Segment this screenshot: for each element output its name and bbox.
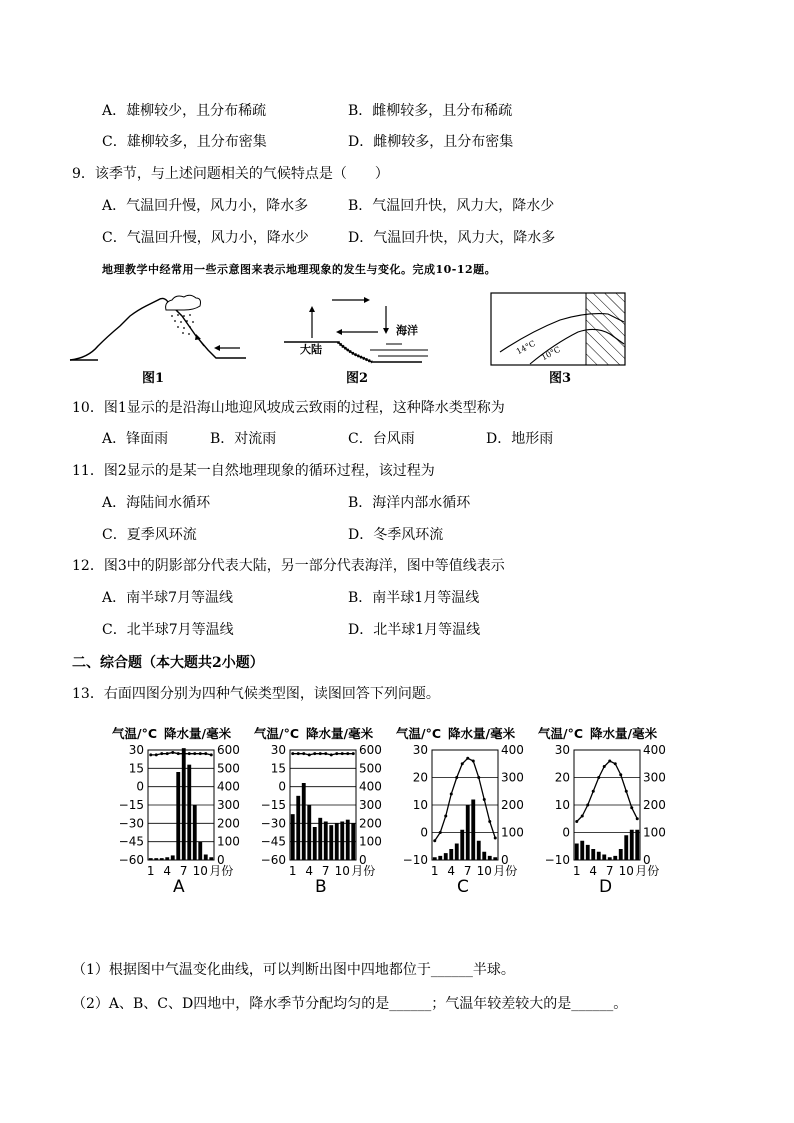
temp-tick-label: 0 xyxy=(420,825,428,840)
precip-bar xyxy=(575,844,579,861)
month-tick-label: 4 xyxy=(305,864,314,878)
precip-bar xyxy=(580,841,584,860)
precip-bar xyxy=(187,765,191,860)
precip-tick-label: 100 xyxy=(217,834,240,849)
precip-bar xyxy=(307,805,311,860)
q11-option-b: B．海洋内部水循环 xyxy=(348,495,471,511)
precip-bar xyxy=(296,796,300,860)
section-2-title: 二、综合题（本大题共2小题） xyxy=(72,655,264,671)
chart-letter: D xyxy=(599,877,613,892)
precip-tick-label: 400 xyxy=(501,743,524,757)
precip-bar xyxy=(433,857,437,860)
precip-bar xyxy=(630,830,634,860)
figure-2-caption: 图2 xyxy=(346,371,369,386)
precip-bar xyxy=(160,858,164,860)
temperature-point xyxy=(291,752,294,755)
precip-bar xyxy=(318,818,322,860)
q12-option-d: D．北半球1月等温线 xyxy=(348,622,481,638)
temperature-point xyxy=(444,815,447,818)
temperature-point xyxy=(149,753,152,756)
temp-tick-label: 30 xyxy=(412,743,428,757)
precip-bar xyxy=(198,842,202,860)
precip-tick-label: 500 xyxy=(359,761,382,776)
left-axis-label: 气温/°C xyxy=(538,726,583,741)
precip-bar xyxy=(302,783,306,860)
temperature-point xyxy=(614,762,617,765)
precip-bar xyxy=(346,820,350,860)
temperature-point xyxy=(313,752,316,755)
temperature-point xyxy=(171,751,174,754)
temp-tick-label: 30 xyxy=(128,743,144,757)
temperature-point xyxy=(341,752,344,755)
chart-letter: B xyxy=(315,877,327,892)
temperature-point xyxy=(472,760,475,763)
precip-bar xyxy=(335,823,339,860)
temp-tick-label: −30 xyxy=(118,816,144,831)
precip-bar xyxy=(471,800,475,861)
temp-tick-label: 20 xyxy=(412,770,428,785)
temperature-point xyxy=(177,752,180,755)
precip-bar xyxy=(204,855,208,861)
q10-stem: 10．图1显示的是沿海山地迎风坡成云致雨的过程，这种降水类型称为 xyxy=(72,400,505,416)
right-axis-label: 降水量/毫米 xyxy=(164,726,232,741)
temperature-point xyxy=(477,776,480,779)
temp-tick-label: −10 xyxy=(544,853,570,867)
q12-option-a: A．南半球7月等温线 xyxy=(102,590,234,606)
x-axis-label: 月份 xyxy=(209,864,234,878)
temp-tick-label: −15 xyxy=(260,798,286,812)
figures-intro: 地理教学中经常用一些示意图来表示地理现象的发生与变化。完成10-12题。 xyxy=(102,263,497,276)
temperature-point xyxy=(352,752,355,755)
month-tick-label: 4 xyxy=(589,864,598,878)
precip-bar xyxy=(209,857,213,860)
temperature-line xyxy=(293,754,354,755)
q8-option-c: C．雄柳较多，且分布密集 xyxy=(102,134,267,150)
month-tick-label: 10 xyxy=(334,864,350,878)
q11-option-c: C．夏季风环流 xyxy=(102,527,197,543)
temperature-point xyxy=(575,820,578,823)
temperature-point xyxy=(160,752,163,755)
temperature-point xyxy=(586,804,589,807)
climate-chart-c xyxy=(396,722,542,892)
temperature-line xyxy=(435,758,496,841)
temp-tick-label: 10 xyxy=(412,798,428,812)
q11-option-d: D．冬季风环流 xyxy=(348,527,444,543)
q10-option-d: D．地形雨 xyxy=(486,431,554,447)
precip-bar xyxy=(444,853,448,860)
precip-bar xyxy=(488,856,492,860)
temp-tick-label: 30 xyxy=(270,743,286,757)
precip-tick-label: 600 xyxy=(217,743,240,757)
precip-bar xyxy=(449,849,453,860)
q8-option-a: A．雄柳较少，且分布稀疏 xyxy=(102,103,267,119)
q9-stem: 9．该季节，与上述问题相关的气候特点是（ ） xyxy=(72,166,389,182)
precip-tick-label: 100 xyxy=(643,825,666,840)
precip-tick-label: 0 xyxy=(359,853,367,867)
figure-1-caption: 图1 xyxy=(142,371,165,386)
temperature-point xyxy=(592,790,595,793)
q10-option-c: C．台风雨 xyxy=(348,431,415,447)
temperature-point xyxy=(204,752,207,755)
figure-3-isotherm-10: 10°C xyxy=(539,344,563,363)
temp-tick-label: −30 xyxy=(260,816,286,831)
precip-bar xyxy=(591,849,595,860)
temperature-point xyxy=(346,752,349,755)
temp-tick-label: 15 xyxy=(128,761,144,776)
temperature-point xyxy=(210,753,213,756)
temperature-point xyxy=(308,753,311,756)
temperature-point xyxy=(619,773,622,776)
left-axis-label: 气温/°C xyxy=(112,726,157,741)
temperature-point xyxy=(466,757,469,760)
precip-bar xyxy=(171,855,175,860)
precip-tick-label: 400 xyxy=(643,743,666,757)
chart-letter: A xyxy=(173,877,185,892)
temp-tick-label: 15 xyxy=(270,761,286,776)
precip-bar xyxy=(586,845,590,860)
precip-bar xyxy=(493,857,497,860)
right-axis-label: 降水量/毫米 xyxy=(306,726,374,741)
temperature-point xyxy=(608,760,611,763)
right-axis-label: 降水量/毫米 xyxy=(448,726,516,741)
figure-3-isotherm-14: 14°C xyxy=(514,338,538,357)
precip-bar xyxy=(329,825,333,860)
precip-tick-label: 100 xyxy=(501,825,524,840)
temp-tick-label: −45 xyxy=(118,834,144,849)
temp-tick-label: 0 xyxy=(136,779,144,794)
precip-tick-label: 300 xyxy=(643,770,666,785)
precip-bar xyxy=(149,858,153,860)
precip-bar xyxy=(455,844,459,861)
precip-tick-label: 200 xyxy=(501,798,524,812)
precip-bar xyxy=(608,857,612,860)
temperature-line xyxy=(151,752,212,754)
precip-bar xyxy=(193,805,197,860)
temperature-point xyxy=(625,790,628,793)
temperature-point xyxy=(302,752,305,755)
precip-bar xyxy=(313,827,317,860)
month-tick-label: 7 xyxy=(179,864,188,878)
temperature-point xyxy=(603,765,606,768)
precip-bar xyxy=(477,841,481,860)
temperature-line xyxy=(577,761,638,822)
q11-stem: 11．图2显示的是某一自然地理现象的循环过程，该过程为 xyxy=(72,463,435,479)
temp-tick-label: −45 xyxy=(260,834,286,849)
temperature-point xyxy=(319,752,322,755)
precip-bar xyxy=(482,852,486,860)
chart-letter: C xyxy=(457,877,469,892)
figure-2-sea-label: 海洋 xyxy=(396,324,418,337)
precip-tick-label: 400 xyxy=(359,779,382,794)
month-tick-label: 7 xyxy=(321,864,330,878)
precip-bar xyxy=(613,856,617,860)
month-tick-label: 4 xyxy=(447,864,456,878)
precip-tick-label: 0 xyxy=(217,853,225,867)
temperature-point xyxy=(335,752,338,755)
temperature-point xyxy=(488,820,491,823)
precip-bar xyxy=(340,822,344,861)
month-tick-label: 10 xyxy=(192,864,208,878)
temperature-point xyxy=(182,752,185,755)
q8-option-d: D．雌柳较多，且分布密集 xyxy=(348,134,514,150)
month-tick-label: 1 xyxy=(288,864,297,878)
figure-3-caption: 图3 xyxy=(549,371,572,386)
x-axis-label: 月份 xyxy=(351,864,376,878)
precip-bar xyxy=(466,805,470,860)
temp-tick-label: 30 xyxy=(554,743,570,757)
precip-bar xyxy=(597,852,601,860)
month-tick-label: 7 xyxy=(463,864,472,878)
temp-tick-label: −60 xyxy=(118,853,144,867)
temperature-point xyxy=(461,762,464,765)
precip-tick-label: 0 xyxy=(643,853,651,867)
figure-2-land-label: 大陆 xyxy=(300,343,322,356)
left-axis-label: 气温/°C xyxy=(254,726,299,741)
temperature-point xyxy=(155,753,158,756)
temperature-point xyxy=(166,752,169,755)
precip-tick-label: 0 xyxy=(501,853,509,867)
month-tick-label: 10 xyxy=(618,864,634,878)
precip-bar xyxy=(602,855,606,861)
temperature-point xyxy=(494,837,497,840)
q9-option-c: C．气温回升慢，风力小，降水少 xyxy=(102,230,309,246)
temp-tick-label: −15 xyxy=(118,798,144,812)
temp-tick-label: 0 xyxy=(278,779,286,794)
precip-bar xyxy=(438,856,442,860)
temp-tick-label: 0 xyxy=(562,825,570,840)
month-tick-label: 1 xyxy=(572,864,581,878)
precip-bar xyxy=(165,857,169,860)
precip-tick-label: 100 xyxy=(359,834,382,849)
month-tick-label: 10 xyxy=(476,864,492,878)
temperature-point xyxy=(630,806,633,809)
temperature-point xyxy=(188,752,191,755)
temperature-point xyxy=(636,817,639,820)
temperature-point xyxy=(597,776,600,779)
temperature-point xyxy=(455,776,458,779)
precip-tick-label: 300 xyxy=(217,798,240,812)
precip-tick-label: 200 xyxy=(217,816,240,831)
x-axis-label: 月份 xyxy=(493,864,518,878)
precip-bar xyxy=(182,748,186,860)
q13-sub-2: （2）A、B、C、D四地中，降水季节分配均匀的是______；气温年较差较大的是______。 xyxy=(72,996,628,1012)
month-tick-label: 4 xyxy=(163,864,172,878)
climate-chart-d xyxy=(538,722,684,892)
q9-option-a: A．气温回升慢，风力小，降水多 xyxy=(102,198,309,214)
temp-tick-label: −60 xyxy=(260,853,286,867)
precip-bar xyxy=(176,772,180,860)
precip-bar xyxy=(291,814,295,860)
precip-bar xyxy=(324,822,328,861)
q12-stem: 12．图3中的阴影部分代表大陆，另一部分代表海洋，图中等值线表示 xyxy=(72,558,505,574)
precip-tick-label: 400 xyxy=(217,779,240,794)
month-tick-label: 1 xyxy=(430,864,439,878)
temp-tick-label: 10 xyxy=(554,798,570,812)
temperature-point xyxy=(324,752,327,755)
right-axis-label: 降水量/毫米 xyxy=(590,726,658,741)
precip-bar xyxy=(351,823,355,860)
q12-option-b: B．南半球1月等温线 xyxy=(348,590,480,606)
q12-option-c: C．北半球7月等温线 xyxy=(102,622,234,638)
month-tick-label: 7 xyxy=(605,864,614,878)
q9-option-b: B．气温回升快，风力大，降水少 xyxy=(348,198,555,214)
precip-tick-label: 200 xyxy=(643,798,666,812)
precip-tick-label: 300 xyxy=(359,798,382,812)
precip-tick-label: 500 xyxy=(217,761,240,776)
q13-sub-1: （1）根据图中气温变化曲线，可以判断出图中四地都位于______半球。 xyxy=(72,962,515,978)
temperature-point xyxy=(330,753,333,756)
precip-tick-label: 200 xyxy=(359,816,382,831)
temperature-point xyxy=(450,793,453,796)
climate-chart-b xyxy=(254,722,400,892)
precip-bar xyxy=(624,835,628,860)
precip-tick-label: 300 xyxy=(501,770,524,785)
q13-stem: 13．右面四图分别为四种气候类型图，读图回答下列问题。 xyxy=(72,686,440,702)
figure-3-isotherm-diagram xyxy=(490,292,628,368)
precip-bar xyxy=(619,849,623,860)
temperature-point xyxy=(439,831,442,834)
temperature-point xyxy=(483,798,486,801)
q8-option-b: B．雌柳较多，且分布稀疏 xyxy=(348,103,513,119)
figure-1-mountain-diagram xyxy=(68,288,248,368)
temperature-point xyxy=(297,752,300,755)
temperature-point xyxy=(199,752,202,755)
temp-tick-label: −10 xyxy=(402,853,428,867)
left-axis-label: 气温/°C xyxy=(396,726,441,741)
precip-bar xyxy=(635,830,639,860)
q9-option-d: D．气温回升快，风力大，降水多 xyxy=(348,230,556,246)
q11-option-a: A．海陆间水循环 xyxy=(102,495,211,511)
temperature-point xyxy=(581,815,584,818)
q10-option-a: A．锋面雨 xyxy=(102,431,169,447)
q10-option-b: B．对流雨 xyxy=(210,431,277,447)
temperature-point xyxy=(193,752,196,755)
month-tick-label: 1 xyxy=(146,864,155,878)
precip-bar xyxy=(460,830,464,860)
precip-bar xyxy=(154,858,158,860)
climate-chart-a xyxy=(112,722,258,892)
precip-tick-label: 600 xyxy=(359,743,382,757)
x-axis-label: 月份 xyxy=(635,864,660,878)
temp-tick-label: 20 xyxy=(554,770,570,785)
temperature-point xyxy=(433,839,436,842)
